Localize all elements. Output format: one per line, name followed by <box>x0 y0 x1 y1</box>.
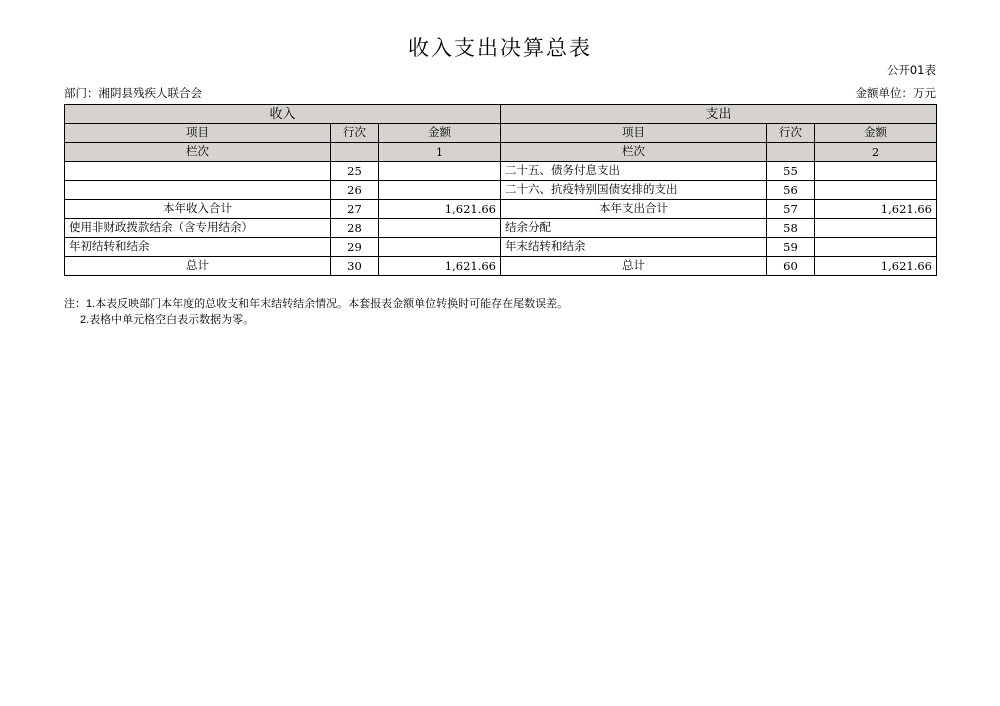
column-index-blank-income <box>331 143 379 162</box>
income-item: 年初结转和结余 <box>65 238 331 257</box>
department-label: 部门：湘阴县残疾人联合会 <box>64 88 202 100</box>
column-index-label-expenditure: 栏次 <box>501 143 767 162</box>
income-line: 28 <box>331 219 379 238</box>
expenditure-line: 59 <box>767 238 815 257</box>
page-title: 收入支出决算总表 <box>408 36 592 60</box>
income-amount <box>379 162 501 181</box>
amount-unit-label: 金额单位：万元 <box>855 88 936 100</box>
income-line: 29 <box>331 238 379 257</box>
expenditure-amount <box>815 162 937 181</box>
col-header-income-amount: 金额 <box>379 124 501 143</box>
income-line: 25 <box>331 162 379 181</box>
note-1: 注：1.本表反映部门本年度的总收支和年末结转结余情况。本套报表金额单位转换时可能存在尾数误差。 <box>64 298 569 310</box>
income-amount <box>379 219 501 238</box>
income-item: 本年收入合计 <box>65 200 331 219</box>
table-row <box>65 162 937 181</box>
table-notes <box>64 296 568 328</box>
note-2: 2.表格中单元格空白表示数据为零。 <box>80 314 255 326</box>
column-index-value-1: 1 <box>379 143 501 162</box>
table-row <box>65 257 937 276</box>
income-line: 26 <box>331 181 379 200</box>
expenditure-item: 二十五、债务付息支出 <box>501 162 767 181</box>
group-header-income: 收入 <box>65 105 501 124</box>
table-column-header-row <box>65 124 937 143</box>
col-header-expenditure-line: 行次 <box>767 124 815 143</box>
expenditure-amount: 1,621.66 <box>815 257 937 276</box>
income-line: 27 <box>331 200 379 219</box>
expenditure-line: 55 <box>767 162 815 181</box>
expenditure-line: 58 <box>767 219 815 238</box>
expenditure-item: 二十六、抗疫特别国债安排的支出 <box>501 181 767 200</box>
form-code: 公开01表 <box>886 63 936 77</box>
income-item: 使用非财政拨款结余（含专用结余） <box>65 219 331 238</box>
table-row <box>65 181 937 200</box>
expenditure-line: 56 <box>767 181 815 200</box>
table-group-header-row <box>65 105 937 124</box>
expenditure-amount <box>815 181 937 200</box>
budget-table <box>64 104 937 276</box>
table-row <box>65 200 937 219</box>
income-amount <box>379 181 501 200</box>
income-line: 30 <box>331 257 379 276</box>
income-item: 总计 <box>65 257 331 276</box>
expenditure-amount <box>815 219 937 238</box>
expenditure-item: 结余分配 <box>501 219 767 238</box>
expenditure-amount <box>815 238 937 257</box>
table-row <box>65 219 937 238</box>
column-index-label-income: 栏次 <box>65 143 331 162</box>
income-item <box>65 162 331 181</box>
expenditure-item: 年末结转和结余 <box>501 238 767 257</box>
table-column-index-row <box>65 143 937 162</box>
expenditure-line: 57 <box>767 200 815 219</box>
col-header-expenditure-item: 项目 <box>501 124 767 143</box>
col-header-income-line: 行次 <box>331 124 379 143</box>
column-index-value-2: 2 <box>815 143 937 162</box>
income-amount: 1,621.66 <box>379 200 501 219</box>
col-header-expenditure-amount: 金额 <box>815 124 937 143</box>
expenditure-line: 60 <box>767 257 815 276</box>
column-index-blank-expenditure <box>767 143 815 162</box>
expenditure-item: 总计 <box>501 257 767 276</box>
income-amount: 1,621.66 <box>379 257 501 276</box>
meta-row <box>64 85 936 101</box>
income-amount <box>379 238 501 257</box>
table-row <box>65 238 937 257</box>
income-item <box>65 181 331 200</box>
col-header-income-item: 项目 <box>65 124 331 143</box>
expenditure-amount: 1,621.66 <box>815 200 937 219</box>
expenditure-item: 本年支出合计 <box>501 200 767 219</box>
group-header-expenditure: 支出 <box>501 105 937 124</box>
